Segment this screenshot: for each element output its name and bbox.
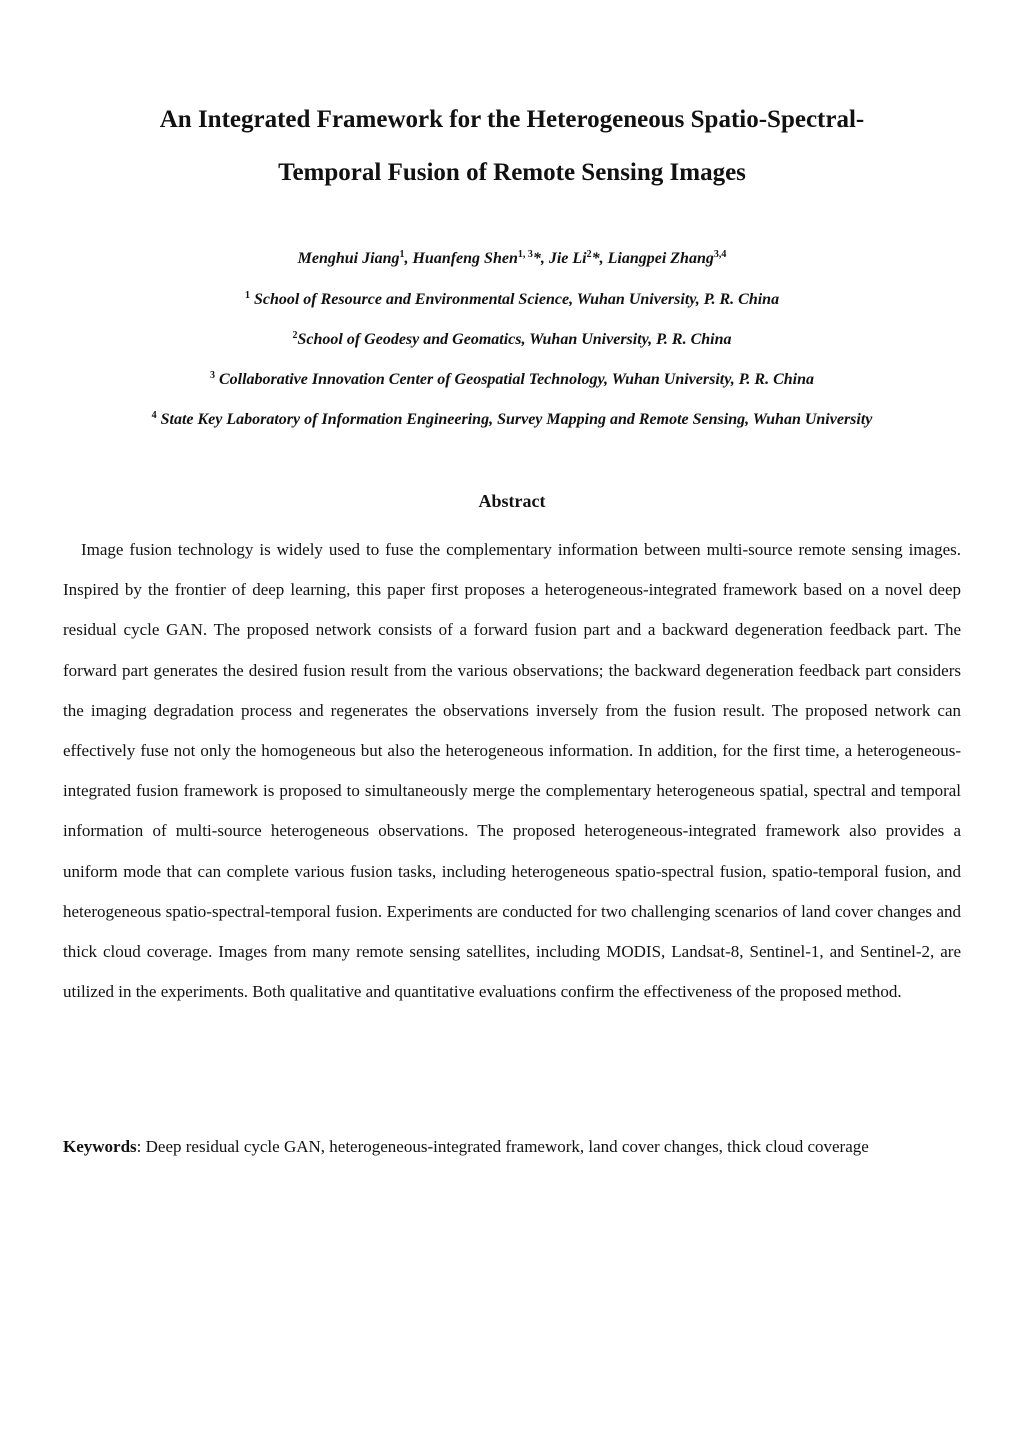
keywords-label: Keywords [63,1137,137,1156]
affiliation-3 [0,371,1024,389]
author-separator: *, [532,250,549,267]
affiliation-number: 3 [209,370,215,381]
author-affiliation-ref: 3,4 [713,249,727,260]
keywords-line [63,1134,961,1160]
author-affiliation-ref: 1 [399,249,405,260]
affiliation-number: 1 [244,290,250,301]
abstract-heading: Abstract [478,491,546,511]
paper-title-line-2: Temporal Fusion of Remote Sensing Images [278,159,746,186]
author-separator: *, [591,250,608,267]
affiliation-2 [0,331,1024,349]
author-list [0,250,1024,268]
author-separator: , [404,250,413,267]
author-name: Liangpei Zhang [607,250,714,267]
affiliation-1 [0,291,1024,309]
affiliation-text: School of Resource and Environmental Science, Wuhan University, P. R. China [253,291,780,308]
abstract-body: Image fusion technology is widely used to fuse the complementary information between multi-source remote sensing images. Inspired by the frontier of deep learning, this paper first proposes a heterogeneous-integrated framework based on a novel deep residual cycle GAN. The proposed network consists of a forward fusion part and a backward degeneration feedback part. The forward part generates the desired fusion result from the various observations; the backward degeneration feedback part considers the imaging degradation process and regenerates the observations inversely from the fusion result. The proposed network can effectively fuse not only the homogeneous but also the heterogeneous information. In addition, for the first time, a heterogeneous-integrated fusion framework is proposed to simultaneously merge the complementary heterogeneous spatial, spectral and temporal information of multi-source heterogeneous observations. The proposed heterogeneous-integrated framework also provides a uniform mode that can complete various fusion tasks, including heterogeneous spatio-spectral fusion, spatio-temporal fusion, and heterogeneous spatio-spectral-temporal fusion. Experiments are conducted for two challenging scenarios of land cover changes and thick cloud coverage. Images from many remote sensing satellites, including MODIS, Landsat-8, Sentinel-1, and Sentinel-2, are utilized in the experiments. Both qualitative and quantitative evaluations confirm the effectiveness of the proposed method. [63,540,961,1002]
author-name: Jie Li [548,250,587,267]
affiliation-number: 2 [292,330,298,341]
affiliation-number: 4 [151,410,157,421]
author-affiliation-ref: 1, 3 [517,249,533,260]
affiliation-4 [0,411,1024,429]
keywords-separator: : [136,1137,146,1156]
affiliation-text: State Key Laboratory of Information Engineering, Survey Mapping and Remote Sensing, Wuhan University [160,411,873,428]
keywords-text: Deep residual cycle GAN, heterogeneous-integrated framework, land cover changes, thick cloud coverage [145,1137,869,1156]
paper-title-line-1: An Integrated Framework for the Heterogeneous Spatio-Spectral- [159,106,865,133]
author-name: Huanfeng Shen [412,250,518,267]
affiliation-text: Collaborative Innovation Center of Geospatial Technology, Wuhan University, P. R. China [218,371,815,388]
author-name: Menghui Jiang [297,250,400,267]
affiliation-text: School of Geodesy and Geomatics, Wuhan University, P. R. China [297,331,732,348]
author-affiliation-ref: 2 [586,249,592,260]
